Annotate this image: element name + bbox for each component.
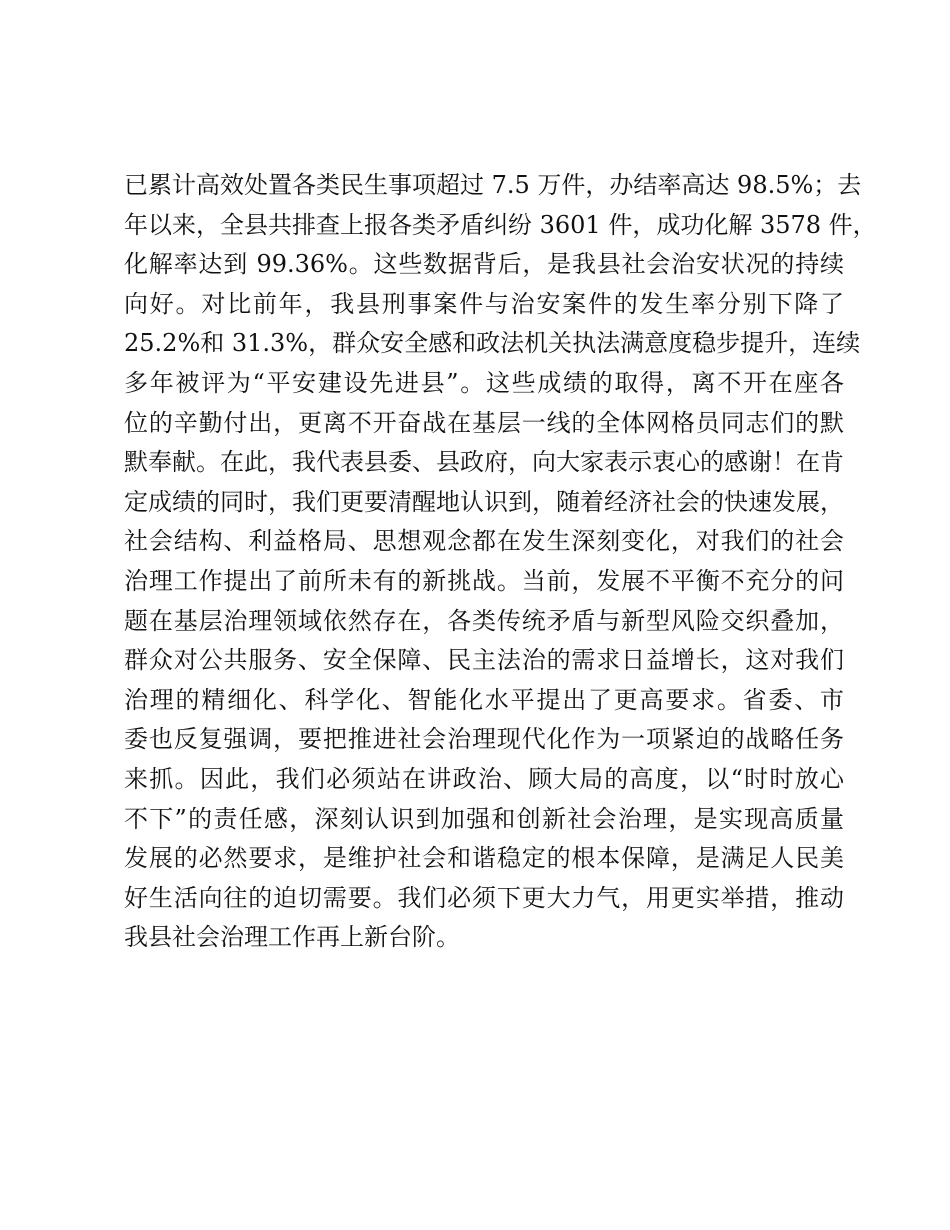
text-line: 不下”的责任感，深刻认识到加强和创新社会治理，是实现高质量 (124, 804, 844, 833)
text-line-last: 我县社会治理工作再上新台阶。 (124, 923, 460, 952)
text-line: 已累计高效处置各类民生事项超过 7.5 万件，办结率高达 98.5%；去 (124, 171, 862, 199)
text-line: 治理的精细化、科学化、智能化水平提出了更高要求。省委、市 (124, 685, 844, 714)
text-line: 发展的必然要求，是维护社会和谐稳定的根本保障，是满足人民美 (124, 844, 844, 873)
text-line: 好生活向往的迫切需要。我们必须下更大力气，用更实举措，推动 (124, 883, 844, 912)
text-line: 年以来，全县共排查上报各类矛盾纠纷 3601 件，成功化解 3578 件， (124, 210, 877, 239)
text-line: 治理工作提出了前所未有的新挑战。当前，发展不平衡不充分的问 (124, 566, 844, 595)
text-line: 社会结构、利益格局、思想观念都在发生深刻变化，对我们的社会 (124, 527, 844, 556)
text-line: 委也反复强调，要把推进社会治理现代化作为一项紧迫的战略任务 (124, 725, 844, 754)
text-line: 多年被评为“平安建设先进县”。这些成绩的取得，离不开在座各 (124, 368, 844, 397)
text-line: 化解率达到 99.36%。这些数据背后，是我县社会治安状况的持续 (124, 250, 844, 279)
text-line: 默奉献。在此，我代表县委、县政府，向大家表示衷心的感谢！在肯 (124, 448, 844, 477)
text-line: 25.2%和 31.3%，群众安全感和政法机关执法满意度稳步提升，连续 (124, 329, 861, 358)
text-line: 来抓。因此，我们必须站在讲政治、顾大局的高度，以“时时放心 (124, 764, 844, 793)
body-paragraph (124, 166, 877, 958)
text-line: 题在基层治理领域依然存在，各类传统矛盾与新型风险交织叠加， (124, 606, 844, 635)
text-line: 群众对公共服务、安全保障、民主法治的需求日益增长，这对我们 (124, 646, 844, 675)
text-line: 定成绩的同时，我们更要清醒地认识到，随着经济社会的快速发展， (124, 487, 844, 516)
text-line: 位的辛勤付出，更离不开奋战在基层一线的全体网格员同志们的默 (124, 408, 844, 437)
text-line: 向好。对比前年，我县刑事案件与治安案件的发生率分别下降了 (124, 289, 844, 318)
